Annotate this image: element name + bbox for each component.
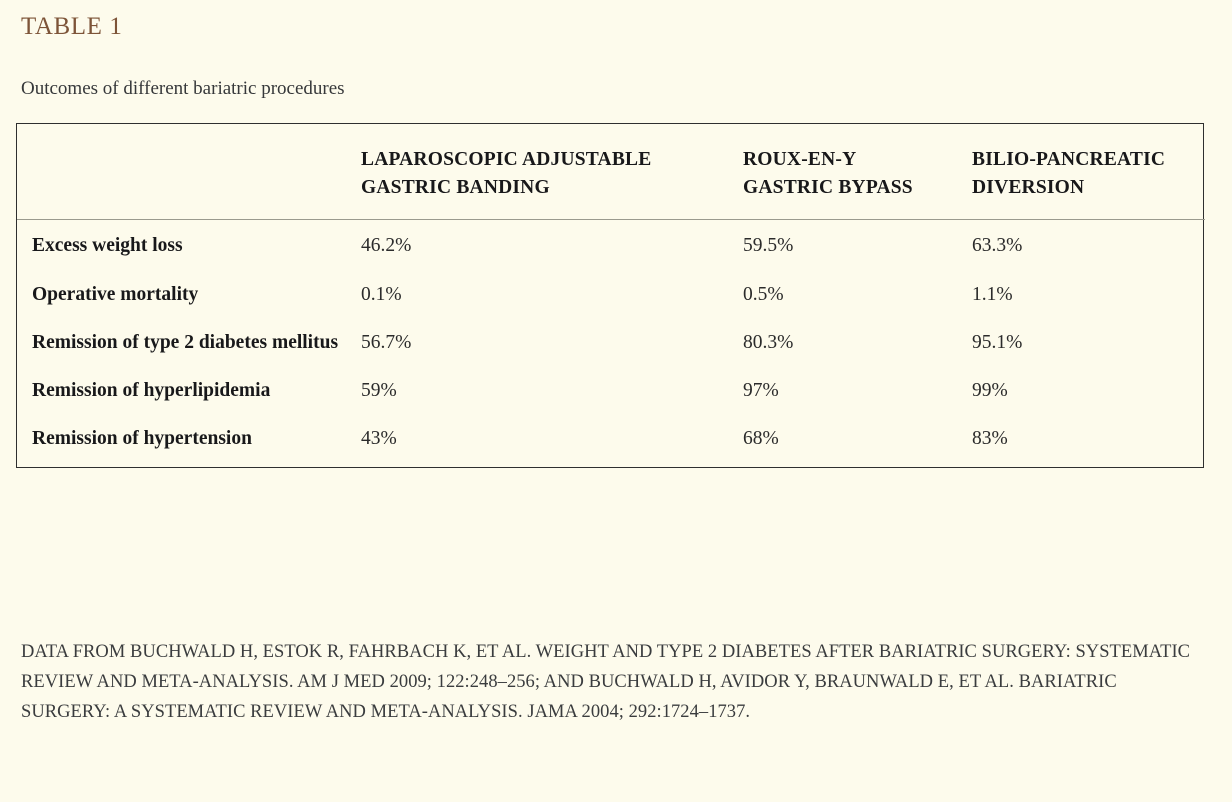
table-caption: Outcomes of different bariatric procedures [21,78,345,99]
cell-bpd: 95.1% [972,331,1023,353]
row-label: Remission of type 2 diabetes mellitus [32,331,339,353]
table-header-row [17,124,1205,220]
cell-bpd: 83% [972,428,1008,450]
cell-lagb: 0.1% [361,283,402,305]
column-header-lagb: LAPAROSCOPIC ADJUSTABLE GASTRIC BANDING [347,124,729,220]
cell-lagb: 59% [361,380,397,402]
table-row [17,271,1205,319]
cell-bpd: 99% [972,380,1008,402]
cell-rygb: 0.5% [743,283,784,305]
row-label: Operative mortality [32,283,199,305]
table-number-label: TABLE 1 [21,13,123,40]
column-header-measure [17,124,347,220]
table-body [17,220,1205,467]
cell-rygb: 97% [743,380,779,402]
table-source-note: DATA FROM BUCHWALD H, ESTOK R, FAHRBACH K, ET AL. WEIGHT AND TYPE 2 DIABETES AFTER BARIATRIC SURGERY: SYSTEMATIC REVIEW AND META-ANALYSIS. AM J MED 2009; 122:248–256; AND BUCHWALD H, AVIDOR Y, BRAUNWALD E, ET AL. BARIATRIC SURGERY: A SYSTEMATIC REVIEW AND META-ANALYSIS. JAMA 2004; 292:1724–1737. [21,642,1191,722]
table-row [17,220,1205,271]
cell-rygb: 80.3% [743,331,794,353]
row-label: Remission of hyperlipidemia [32,380,271,402]
table-row [17,367,1205,415]
outcomes-table [17,124,1205,467]
cell-bpd: 1.1% [972,283,1013,305]
cell-rygb: 59.5% [743,235,794,257]
table-container [16,123,1204,468]
table-row [17,319,1205,367]
cell-lagb: 56.7% [361,331,412,353]
cell-rygb: 68% [743,428,779,450]
cell-bpd: 63.3% [972,235,1023,257]
row-label: Excess weight loss [32,235,183,257]
table-header [17,124,1205,220]
cell-lagb: 46.2% [361,235,412,257]
column-header-rygb: ROUX-EN-Y GASTRIC BYPASS [729,124,958,220]
row-label: Remission of hypertension [32,428,252,450]
table-row [17,415,1205,466]
cell-lagb: 43% [361,428,397,450]
column-header-bpd: BILIO-PANCREATIC DIVERSION [958,124,1205,220]
